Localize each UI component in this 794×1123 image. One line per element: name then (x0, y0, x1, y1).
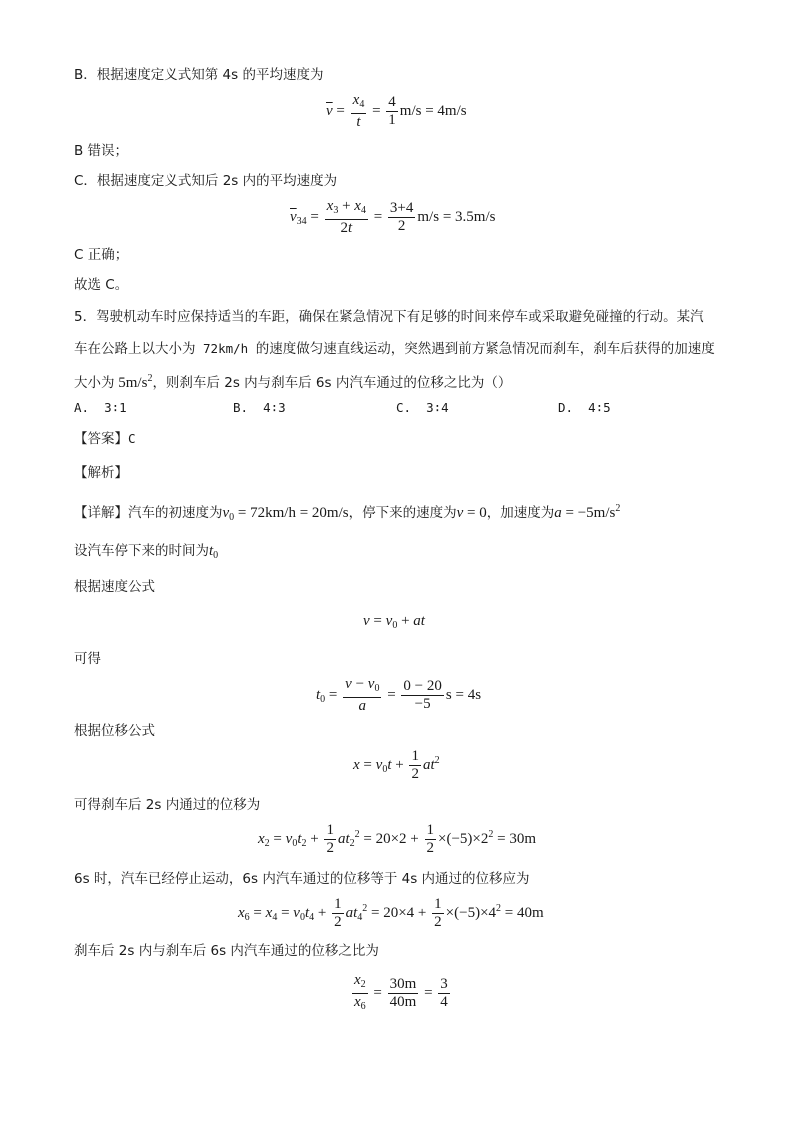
equation-avg-velocity-4s: $\overline{v}$ = $\frac{x_4}{t}$ = $\frac{4}{1}$ m/s = 4m/s (326, 92, 467, 130)
text-c-intro: C．根据速度定义式知后 2s 内的平均速度为 (74, 173, 338, 189)
option-a: A. 3∶1 (74, 400, 127, 415)
option-d: D. 4∶5 (558, 400, 611, 415)
question-5-line-2: 车在公路上以大小为 72km/h 的速度做匀速直线运动，突然遇到前方紧急情况而刹车，刹车后获得的加速度 (74, 341, 715, 357)
equation-velocity: $v = v_0$ + at (363, 613, 425, 631)
detail-label: 【详解】 (74, 505, 128, 521)
equation-avg-velocity-last-2s: $\overline{v}_{34}$ = $\frac{x_3 + x_4}{2t}$ = $\frac{3+4}{2}$ m/s = 3.5m/s (290, 198, 496, 236)
text-b-intro: B．根据速度定义式知第 4s 的平均速度为 (74, 67, 324, 83)
option-b: B. 4∶3 (233, 400, 286, 415)
equation-displacement: $x = v_0t$ + $\frac{1}{2}$ $at^2$ (353, 748, 440, 782)
equation-displacement-2s: $x_2 = v_0t_2$ + $\frac{1}{2}$ $at_2^2 = 20\times 2$ + $\frac{1}{2}$ $\times(-5)\times 2^2 = 30m$ (258, 822, 537, 856)
text-ratio: 刹车后 2s 内与刹车后 6s 内汽车通过的位移之比为 (74, 943, 379, 959)
equation-ratio: $\frac{x_2}{x_6}$ = $\frac{30m}{40m}$ = $\frac{3}{4}$ (354, 972, 448, 1012)
text-velocity-formula: 根据速度公式 (74, 579, 155, 595)
question-number: 5． (74, 309, 97, 325)
question-5-line-1: 5．驾驶机动车时应保持适当的车距，确保在紧急情况下有足够的时间来停车或采取避免碰撞的行动。某汽 (74, 309, 704, 325)
analysis-label: 【解析】 (74, 465, 128, 481)
text-displacement-2s: 可得刹车后 2s 内通过的位移为 (74, 797, 261, 813)
text-choose: 故选 C。 (74, 277, 129, 293)
answer-value: C (128, 431, 136, 446)
text-displacement-formula: 根据位移公式 (74, 723, 155, 739)
answer-label: 【答案】 (74, 431, 128, 447)
equation-stop-time: $t_0$ = $\frac{v - v_0}{a}$ = $\frac{0 - 20}{-5}$ s = 4s (316, 676, 482, 714)
text-let-t0: 设汽车停下来的时间为$t_0$ (74, 543, 219, 561)
text-c-right: C 正确； (74, 247, 129, 263)
detail-line: 【详解】汽车的初速度为$v_0 = 72km/h = 20m/s$，停下来的速度为v = 0，加速度为$a = -5m/s^2$ (74, 503, 621, 523)
text-b-wrong: B 错误； (74, 143, 129, 159)
equation-displacement-6s: $x_6 = x_4 = v_0t_4$ + $\frac{1}{2}$ $at_4^2 = 20\times 4$ + $\frac{1}{2}$ $\times(-5)\times 4^2 = 40m$ (238, 896, 544, 930)
text-six-seconds: 6s 时，汽车已经停止运动，6s 内汽车通过的位移等于 4s 内通过的位移应为 (74, 871, 530, 887)
text-get: 可得 (74, 651, 101, 667)
question-5-line-3: 大小为 $5m/s^2$，则刹车后 2s 内与刹车后 6s 内汽车通过的位移之比为（） (74, 373, 512, 391)
answer-line (74, 430, 136, 448)
option-c: C. 3∶4 (396, 400, 449, 415)
